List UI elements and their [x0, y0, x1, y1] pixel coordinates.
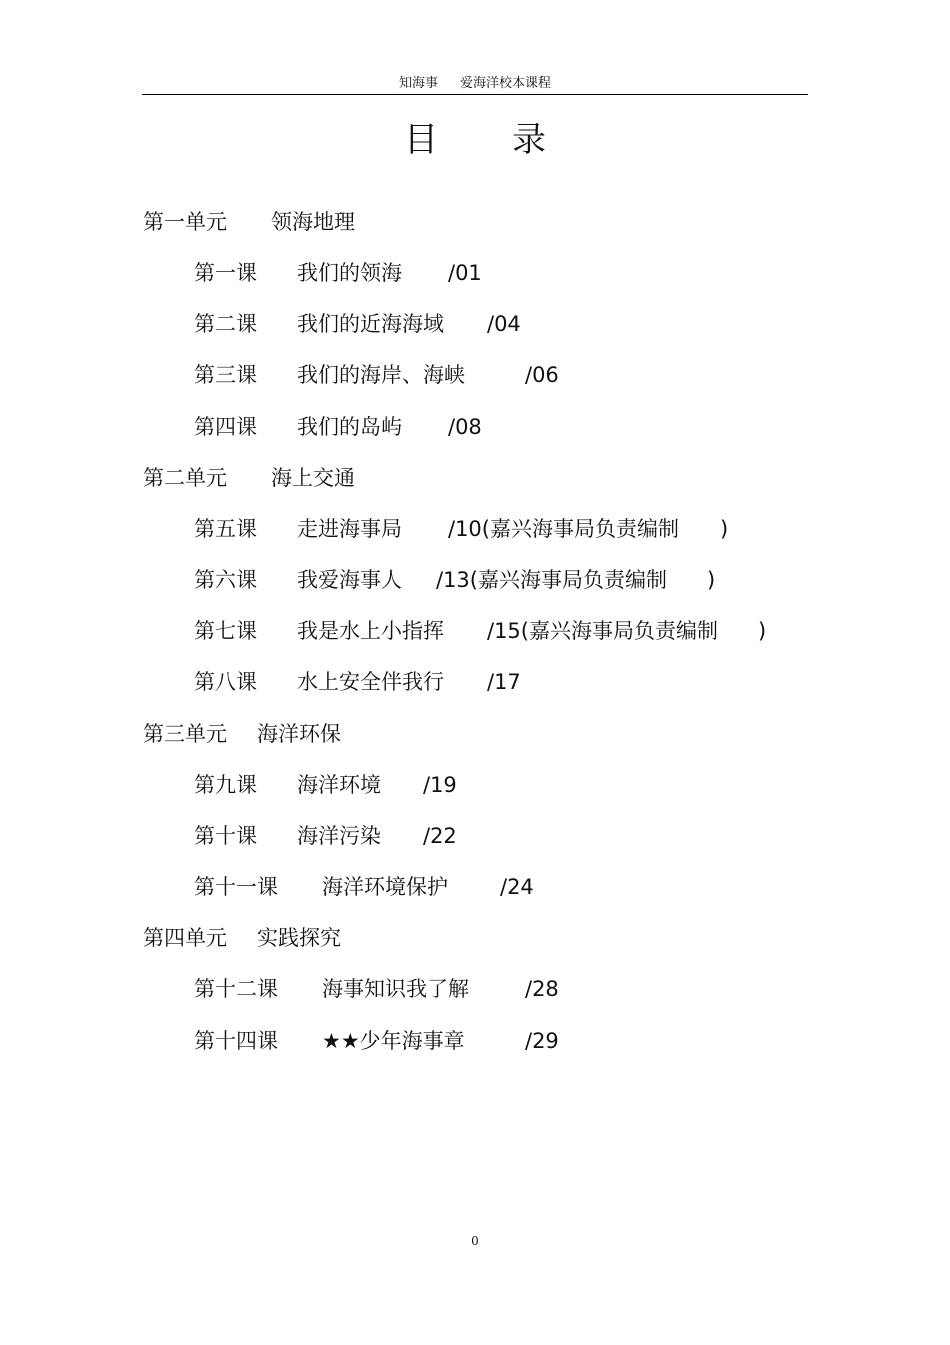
lesson-page: /17	[487, 670, 521, 694]
lesson-name: 海洋环境	[297, 773, 381, 797]
lesson-page: /10(嘉兴海事局负责编制	[448, 517, 679, 541]
lesson-page: /19	[423, 773, 457, 797]
lesson-name: 我们的领海	[297, 261, 402, 285]
page-number: 0	[471, 1234, 479, 1248]
lesson-page: /08	[448, 415, 482, 439]
lesson-label: 第一课	[194, 261, 257, 285]
lesson-label: 第九课	[194, 773, 257, 797]
lesson-label: 第十课	[194, 824, 257, 848]
lesson-label: 第八课	[194, 670, 257, 694]
title-char-2: 录	[512, 120, 546, 160]
lesson-label: 第五课	[194, 517, 257, 541]
lesson-name: 海洋污染	[297, 824, 381, 848]
lesson-name: 我爱海事人	[297, 568, 402, 592]
lesson-page: /29	[525, 1029, 559, 1053]
lesson-name: 我们的岛屿	[297, 415, 402, 439]
lesson-label: 第三课	[194, 363, 257, 387]
lesson-label: 第七课	[194, 619, 257, 643]
unit-label: 第四单元	[143, 926, 227, 950]
lesson-page-close: )	[758, 619, 767, 643]
title-char-1: 目	[404, 120, 438, 160]
lesson-label: 第四课	[194, 415, 257, 439]
lesson-page: /28	[525, 977, 559, 1001]
unit-label: 第三单元	[143, 722, 227, 746]
lesson-page: /04	[487, 312, 521, 336]
unit-name: 海洋环保	[257, 722, 341, 746]
lesson-page: /06	[525, 363, 559, 387]
lesson-name: 水上安全伴我行	[297, 670, 444, 694]
lesson-name: 我们的近海海域	[297, 312, 444, 336]
lesson-name: 我们的海岸、海峡	[297, 363, 465, 387]
unit-name: 海上交通	[271, 466, 355, 490]
lesson-label: 第六课	[194, 568, 257, 592]
lesson-name: 走进海事局	[297, 517, 402, 541]
lesson-label: 第十一课	[194, 875, 278, 899]
unit-label: 第二单元	[143, 466, 227, 490]
header-right-text: 爱海洋校本课程	[460, 76, 552, 91]
lesson-page-close: )	[720, 517, 729, 541]
unit-label: 第一单元	[143, 210, 227, 234]
unit-name: 领海地理	[271, 210, 355, 234]
unit-name: 实践探究	[257, 926, 341, 950]
lesson-label: 第二课	[194, 312, 257, 336]
lesson-page: /13(嘉兴海事局负责编制	[436, 568, 667, 592]
lesson-label: 第十二课	[194, 977, 278, 1001]
lesson-page: /15(嘉兴海事局负责编制	[487, 619, 718, 643]
lesson-label: 第十四课	[194, 1029, 278, 1053]
header-left-text: 知海事	[398, 76, 438, 91]
lesson-page: /24	[500, 875, 534, 899]
lesson-page: /22	[423, 824, 457, 848]
lesson-page: /01	[448, 261, 482, 285]
lesson-name: 海洋环境保护	[322, 875, 448, 899]
lesson-name: 我是水上小指挥	[297, 619, 444, 643]
lesson-name: ★★少年海事章	[322, 1029, 465, 1053]
lesson-name: 海事知识我了解	[322, 977, 469, 1001]
lesson-page-close: )	[707, 568, 716, 592]
